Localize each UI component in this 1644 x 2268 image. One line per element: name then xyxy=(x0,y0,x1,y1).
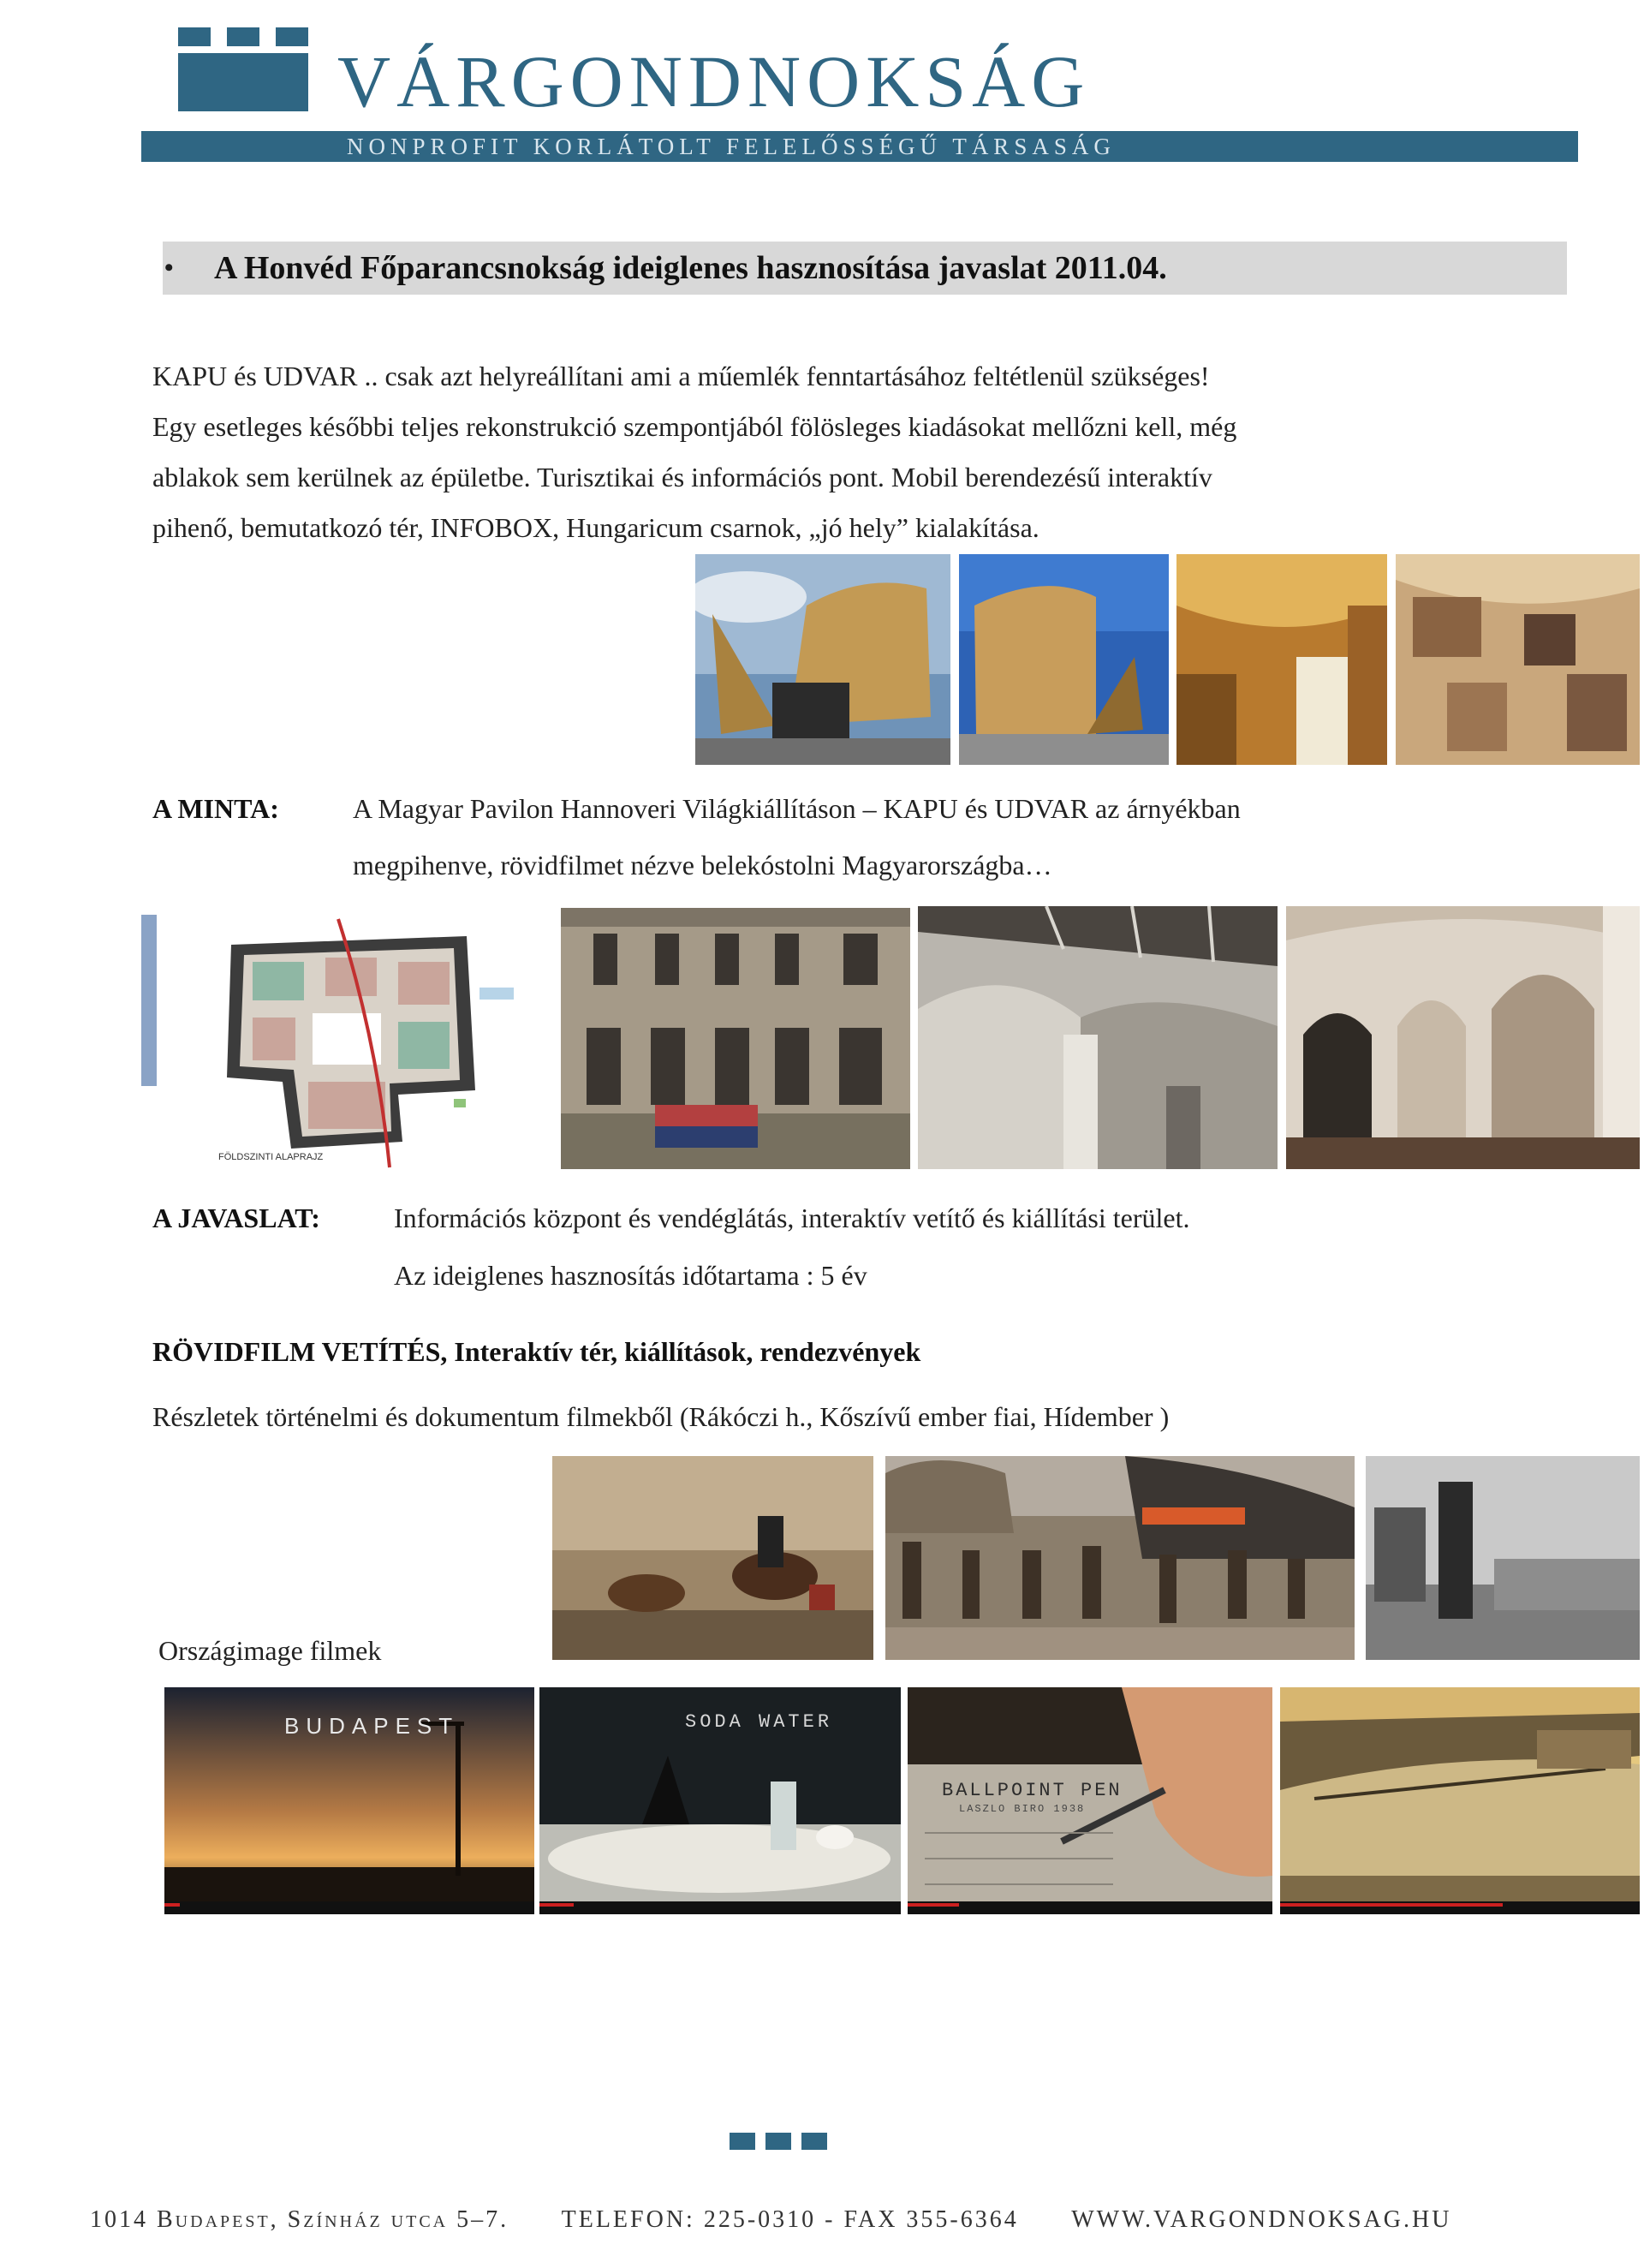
film-still-1 xyxy=(552,1456,873,1660)
orszagimage-label: Országimage filmek xyxy=(158,1635,382,1666)
footer-contact xyxy=(90,2206,1451,2234)
javaslat-label: A JAVASLAT: xyxy=(152,1203,320,1233)
brand-name: VÁRGONDNOKSÁG xyxy=(337,40,1091,122)
video-ballpoint-pen[interactable] xyxy=(908,1687,1272,1914)
pavilion-photo-3 xyxy=(1176,554,1387,765)
vault-photo xyxy=(918,906,1278,1169)
video-subtitle: LASZLO BIRO 1938 xyxy=(959,1803,1086,1815)
intro-line: Egy esetleges későbbi teljes rekonstrukció szempontjából fölösleges kiadásokat mellőzni kell, még xyxy=(152,411,1237,442)
footer-mark xyxy=(730,2133,832,2152)
video-title: BALLPOINT PEN xyxy=(942,1780,1123,1801)
film-details: Részletek történelmi és dokumentum filmekből (Rákóczi h., Kőszívű ember fiai, Hídember ) xyxy=(152,1401,1170,1432)
javaslat-text-1: Információs központ és vendéglátás, interaktív vetítő és kiállítási terület. xyxy=(394,1203,1190,1233)
footer-website[interactable]: WWW.VARGONDNOKSAG.HU xyxy=(1071,2206,1452,2233)
footer-address: 1014 Budapest, Színház utca 5–7. xyxy=(90,2206,509,2233)
javaslat-text-2: Az ideiglenes hasznosítás időtartama : 5 év xyxy=(394,1260,867,1291)
minta-text-2: megpihenve, rövidfilmet nézve belekóstolni Magyarországba… xyxy=(353,850,1052,880)
video-soda-water[interactable] xyxy=(539,1687,901,1914)
film-still-3 xyxy=(1366,1456,1640,1660)
logo-mark xyxy=(178,27,308,111)
title-bullet: • xyxy=(164,254,174,282)
intro-line: ablakok sem kerülnek az épületbe. Turisztikai és információs pont. Mobil berendezésű interaktív xyxy=(152,462,1212,492)
plan-caption: FÖLDSZINTI ALAPRAJZ xyxy=(218,1152,324,1162)
minta-label: A MINTA: xyxy=(152,793,279,824)
courtyard-photo xyxy=(561,908,910,1169)
pavilion-photo-2 xyxy=(959,554,1169,765)
pavilion-photo-4 xyxy=(1396,554,1640,765)
minta-text-1: A Magyar Pavilon Hannoveri Világkiállításon – KAPU és UDVAR az árnyékban xyxy=(353,793,1241,824)
pavilion-photo-1 xyxy=(695,554,950,765)
video-budapest[interactable] xyxy=(164,1687,534,1914)
footer-phone: TELEFON: 225-0310 - FAX 355-6364 xyxy=(561,2206,1019,2233)
film-still-2 xyxy=(885,1456,1355,1660)
intro-paragraph xyxy=(152,351,1522,553)
video-title: BUDAPEST xyxy=(284,1713,460,1739)
video-title: SODA WATER xyxy=(685,1711,833,1733)
floor-plan xyxy=(141,910,552,1169)
intro-line: KAPU és UDVAR .. csak azt helyreállítani ami a műemlék fenntartásához feltétlenül szükséges! xyxy=(152,361,1210,391)
film-heading: RÖVIDFILM VETÍTÉS, Interaktív tér, kiállítások, rendezvények xyxy=(152,1336,921,1367)
video-budapest-panorama[interactable] xyxy=(1280,1687,1640,1914)
brand-subtitle: NONPROFIT KORLÁTOLT FELELŐSSÉGŰ TÁRSASÁG xyxy=(347,134,1116,159)
intro-line: pihenő, bemutatkozó tér, INFOBOX, Hungaricum csarnok, „jó hely” kialakítása. xyxy=(152,512,1039,543)
page-title: A Honvéd Főparancsnokság ideiglenes hasznosítása javaslat 2011.04. xyxy=(214,250,1167,286)
interior-photo xyxy=(1286,906,1640,1169)
